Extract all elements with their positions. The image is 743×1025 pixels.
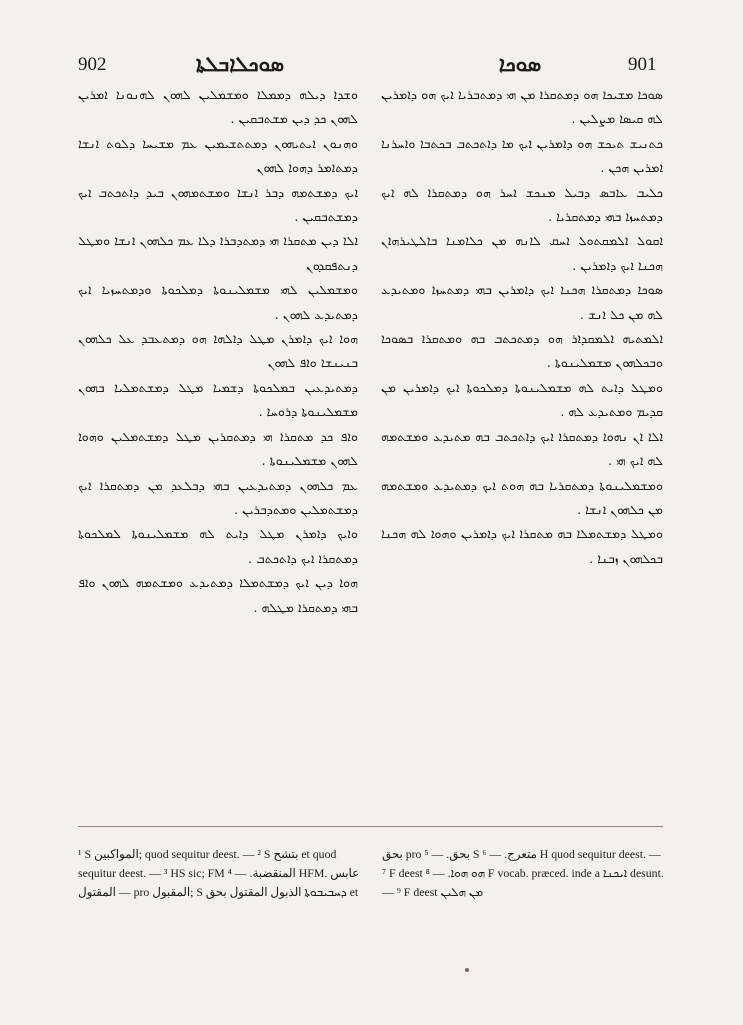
text-line: ܟܬܢܝܫ ܬܝܟܫ ܗܘ ܕܐܡܪܝܢ ܐܝܟ ܡܐ ܕܐܬܟܬܒ ܒܟܬܒܐ ܘܐܚܪܢܐ ܐܡܪܝܢ ܗܟܢ . bbox=[381, 135, 663, 176]
footnote-text: بحق pro بحق. — ⁵ S متعرج. — ⁶ H quod sequitur deest. — ⁷ F deest ܗܘ ܗܘܐ. — ⁸ F vocab. præced. inde a ܐܝܟܢܐ desunt. — ⁹ F deest ܡܢ ܗܠܝܢ bbox=[382, 847, 664, 899]
text-line: ܘܫܕܐ ܕܝܠܗ ܕܡܡܠܐ ܘܡܫܡܠܝܢ ܠܗܘܢ ܠܗܢܘܢܐ ܐܡܪܝܢ ܠܗܘܢ ܟܕ ܕܝܢ ܡܫܬܒܩܝܢ . bbox=[78, 87, 358, 127]
right-page-number: 901 bbox=[628, 54, 657, 75]
text-line: ܕܡܬܝܕܥܝܢ ܒܡܠܟܘܬܐ ܕܫܡܝܐ ܡܛܠ ܕܡܫܬܡܠܝܐ ܒܗܘܢ ܡܫܡܠܝܢܘܬܐ ܕܪܘܚܐ . bbox=[78, 379, 358, 420]
text-line: ܗܘܐ ܐܝܟ ܕܐܡܪܢ ܡܛܠ ܕܐܠܗܐ ܗܘ ܕܡܬܥܒܕ ܥܠ ܟܠܗܘܢ ܒܢܝܢܫܐ ܘܐܦ ܠܗܘܢ bbox=[78, 331, 358, 371]
right-running-title: ܣܘܟܐ bbox=[498, 52, 542, 76]
right-column bbox=[381, 83, 663, 823]
text-line: ܘܡܫܡܠܝܢܘܬܐ ܕܡܬܩܪܝܐ ܒܗ ܗܘܬ ܐܝܟ ܕܡܬܝܕܥ ܘܡܫܬܡܗ ܡܢ ܟܠܗܘܢ ܐܢܫܐ . bbox=[381, 477, 663, 517]
text-line: ܗܘܐ ܕܝܢ ܐܝܟ ܕܡܫܬܡܠܐ ܕܡܬܝܕܥ ܘܡܫܬܡܗ ܠܗܘܢ ܘܐܦ ܒܗܝ ܕܡܬܩܪܐ ܡܛܠܗ . bbox=[78, 575, 358, 615]
text-line: ܘܐܝܟ ܕܐܡܪܢ ܡܛܠ ܕܐܝܬ ܠܗ ܡܫܡܠܝܢܘܬܐ ܠܡܠܟܘܬܐ ܕܡܬܩܪܐ ܐܝܟ ܕܐܬܟܬܒ . bbox=[78, 526, 358, 566]
footnote-text: ¹ S المواكبين; quod sequitur deest. — ² S بتشح et quod sequitur deest. — ³ HS sic; FM المنقضبة. — ⁴ HFM. عابس — المقتول pro المقبول; S ܕܚܒܝܒܘܬܐ الذبول المقتول بحق et bbox=[78, 847, 360, 899]
text-line: ܘܡܛܠ ܕܡܫܬܡܠܐ ܒܗ ܡܬܩܪܐ ܐܝܟ ܕܐܡܪܝܢ ܘܗܘܐ ܠܗ ܗܟܢܐ ܒܟܠܗܘܢ ܙܒܢܐ . bbox=[381, 526, 663, 566]
footnotes-left bbox=[78, 845, 368, 935]
left-column bbox=[78, 83, 358, 823]
footnote-divider bbox=[78, 826, 663, 827]
text-line: ܐܠܐ ܕܝܢ ܡܬܩܪܐ ܗܝ ܕܡܬܕܒܪܐ ܕܠܐ ܥܡ ܟܠܗܘܢ ܐܢܫܐ ܘܡܛܠ ܕܢܬܦܩܕܘܢ bbox=[78, 233, 358, 273]
text-line: ܐܠܡܬܝܗ ܐܠܡܩܕܐܪ ܗܘ ܕܡܬܟܬܒ ܒܗ ܘܡܬܩܪܐ ܒܣܘܟܐ ܘܒܟܠܗܘܢ ܡܫܡܠܝܢܘܬܐ . bbox=[381, 331, 663, 371]
left-page-number: 902 bbox=[78, 54, 107, 75]
footnotes-right bbox=[382, 845, 664, 935]
text-line: ܘܗܢܘܢ ܐܝܬܝܗܘܢ ܕܡܬܬܫܝܡܝܢ ܥܡ ܡܫܝܚܐ ܕܠܘܬ ܐܢܫܐ ܕܡܬܐܡܪ ܕܗܘܐ ܠܗܘܢ bbox=[78, 135, 358, 176]
text-line: ܐܠܐ ܐܢ ܢܗܘܐ ܕܡܬܩܪܐ ܐܝܟ ܕܐܬܟܬܒ ܒܗ ܡܬܝܕܥ ܘܡܫܬܡܗ ܠܗ ܐܝܟ ܗܝ . bbox=[381, 428, 663, 469]
left-running-title: ܣܘܟܠܐܒܠܬܐ bbox=[195, 52, 285, 76]
text-line: ܟܠܝܒ ܥܐܒܣ ܕܒܝܠ ܡܢܟܫ ܐܚܪ ܗܘ ܕܡܬܩܪܐ ܠܗ ܐܝܟ ܕܡܬܚܙܐ ܒܗܝ ܕܡܬܩܪܝܐ . bbox=[381, 184, 663, 225]
text-line: ܘܐܦ ܟܕ ܡܬܩܪܐ ܗܝ ܕܡܬܩܪܝܢ ܡܛܠ ܕܡܫܬܡܠܝܢ ܘܗܘܐ ܠܗܘܢ ܡܫܡܠܝܢܘܬܐ . bbox=[78, 428, 358, 469]
text-line: ܥܡ ܟܠܗܘܢ ܕܡܬܝܕܥܝܢ ܒܗܝ ܕܒܠܥܕ ܡܢ ܕܡܬܩܪܐ ܐܝܟ ܕܡܫܬܡܠܝܢ ܘܡܬܕܒܪܝܢ . bbox=[78, 477, 358, 517]
paper-speck bbox=[465, 968, 469, 972]
text-line: ܣܘܟܐ ܡܫܝܟܐ ܗܘ ܕܡܬܩܪܐ ܡܢ ܗܝ ܕܡܬܒܪܝܐ ܐܝܟ ܗܘ ܕܐܡܪܝܢ ܠܗ ܩܝܣܐ ܡܨܠܝܢ . bbox=[381, 87, 663, 127]
text-line: ܘܡܫܡܠܝܢ ܠܗܝ ܡܫܡܠܝܢܘܬܐ ܕܡܠܟܘܬܐ ܘܕܡܬܚܙܝܐ ܐܝܟ ܕܡܬܝܕܥ ܠܗܘܢ . bbox=[78, 282, 358, 322]
text-line: ܐܩܘܠ ܐܠܡܩܬܘܠ ܐܚܩ ܠܐܢܗ ܡܢ ܟܠܐܡܢܐ ܒܐܠܛܝܪܗܐܢ ܗܟܢܐ ܐܝܟ ܕܐܡܪܝܢ . bbox=[381, 233, 663, 273]
text-line: ܐܝܟ ܕܡܫܬܡܗ ܕܒܪ ܐܢܫܐ ܘܡܫܬܡܗܘܢ ܒܝܕ ܕܐܬܟܬܒ ܐܝܟ ܕܡܫܬܒܩܝܢ . bbox=[78, 184, 358, 225]
text-line: ܘܡܛܠ ܕܐܝܬ ܠܗ ܡܫܡܠܝܢܘܬܐ ܕܡܠܟܘܬܐ ܐܝܟ ܕܐܡܪܝܢ ܡܢ ܩܕܝܡ ܘܡܬܝܕܥ ܠܗ . bbox=[381, 379, 663, 420]
text-line: ܣܘܟܐ ܕܡܬܩܪܐ ܗܟܢܐ ܐܝܟ ܕܐܡܪܝܢ ܒܗܝ ܕܡܬܚܙܐ ܘܡܬܝܕܥ ܠܗ ܡܢ ܟܠ ܐܢܫ . bbox=[381, 282, 663, 322]
